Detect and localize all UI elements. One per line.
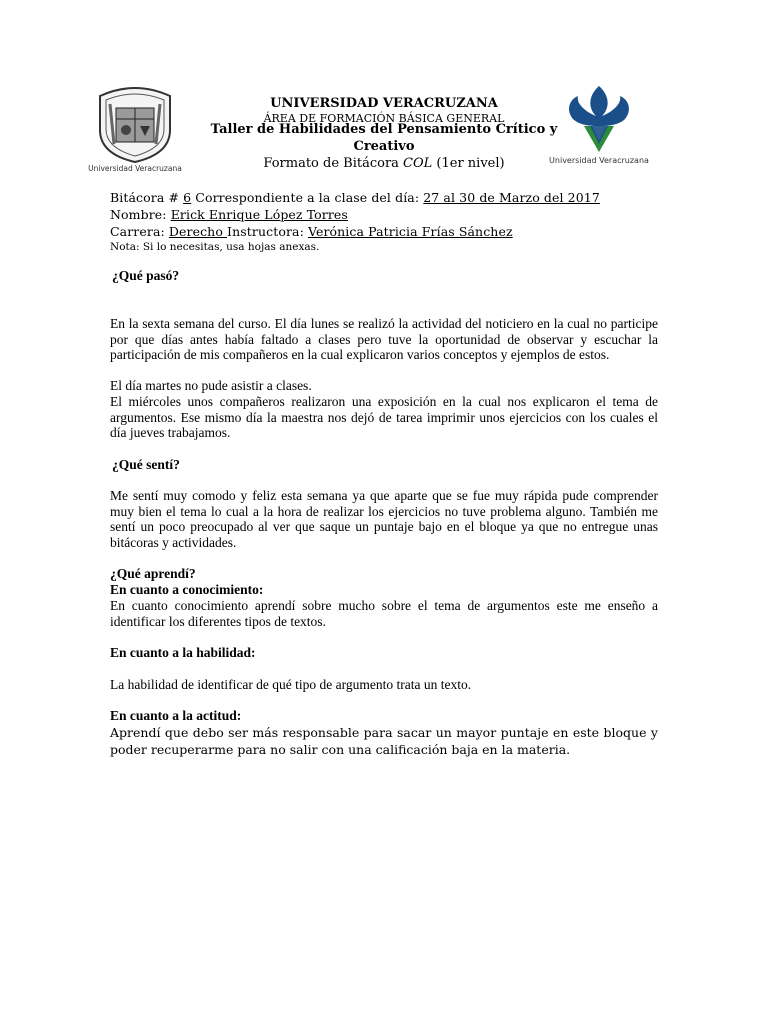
- format-italic: COL: [403, 156, 433, 171]
- que-aprendi-heading: ¿Qué aprendí?: [110, 566, 196, 581]
- nombre-label: Nombre:: [110, 207, 171, 222]
- conocimiento-heading: En cuanto a conocimiento:: [110, 582, 264, 597]
- que-paso-heading: ¿Qué pasó?: [112, 268, 180, 283]
- habilidad-heading: En cuanto a la habilidad:: [110, 645, 256, 660]
- right-logo-caption: Universidad Veracruzana: [549, 156, 649, 165]
- left-logo-caption: Universidad Veracruzana: [88, 164, 182, 173]
- habilidad-p: La habilidad de identificar de qué tipo de argumento trata un texto.: [110, 677, 472, 692]
- que-paso-p3: El miércoles unos compañeros realizaron una exposición en la cual nos explicaron el tema de argumentos. Ese mismo día la maestra nos dejó de tarea imprimir unos ejercicios con los cuales el día jueves trabajamos.: [110, 394, 658, 440]
- correspondiente-label: Correspondiente a la clase del día:: [191, 190, 424, 205]
- nota-line: Nota: Si lo necesitas, usa hojas anexas.: [110, 241, 320, 253]
- que-senti-p1: Me sentí muy comodo y feliz esta semana ya que aparte que se fue muy rápida pude comprender muy bien el tema lo cual a la hora de realizar los ejercicios no tuve problema alguno. También me sentí un poco preocupado al ver que saque un puntaje bajo en el bloque ya que no entregue unas bitácoras y actividades.: [110, 488, 658, 550]
- que-paso-p2: El día martes no pude asistir a clases.: [110, 378, 312, 393]
- instructora-value: Verónica Patricia Frías Sánchez: [307, 224, 513, 239]
- bitacora-number: 6: [183, 190, 192, 205]
- format-title: [0, 156, 768, 171]
- carrera-label: Carrera:: [110, 224, 169, 239]
- instructora-label: Instructora:: [227, 224, 308, 239]
- nombre-value: Erick Enrique López Torres: [170, 207, 348, 222]
- format-prefix: Formato de Bitácora: [263, 156, 404, 171]
- nombre-line: [110, 207, 348, 222]
- bitacora-label: Bitácora #: [110, 190, 184, 205]
- actitud-heading: En cuanto a la actitud:: [110, 708, 242, 723]
- carrera-line: [110, 224, 513, 239]
- conocimiento-p: En cuanto conocimiento aprendí sobre mucho sobre el tema de argumentos este me enseño a identificar los diferentes tipos de textos.: [110, 598, 658, 629]
- dates-value: 27 al 30 de Marzo del 2017: [423, 190, 600, 205]
- actitud-p: Aprendí que debo ser más responsable para sacar un mayor puntaje en este bloque y poder recuperarme para no salir con una calificación baja en la materia.: [110, 725, 658, 757]
- course-title-line1: Taller de Habilidades del Pensamiento Crítico y: [210, 122, 558, 137]
- format-suffix: (1er nivel): [432, 156, 505, 171]
- que-senti-heading: ¿Qué sentí?: [112, 457, 180, 472]
- bitacora-line: [110, 190, 600, 205]
- carrera-value: Derecho: [168, 224, 228, 239]
- que-paso-p1: En la sexta semana del curso. El día lunes se realizó la actividad del noticiero en la cual no participe por que días antes había faltado a clases pero tuve la oportunidad de observar y escuchar la participación de mis compañeros en la cual explicaron varios conceptos y ejemplos de estos.: [110, 316, 658, 362]
- university-title: UNIVERSIDAD VERACRUZANA: [270, 96, 498, 111]
- course-title-line2: Creativo: [353, 139, 415, 154]
- area-subtitle: ÁREA DE FORMACIÓN BÁSICA GENERAL: [263, 112, 505, 125]
